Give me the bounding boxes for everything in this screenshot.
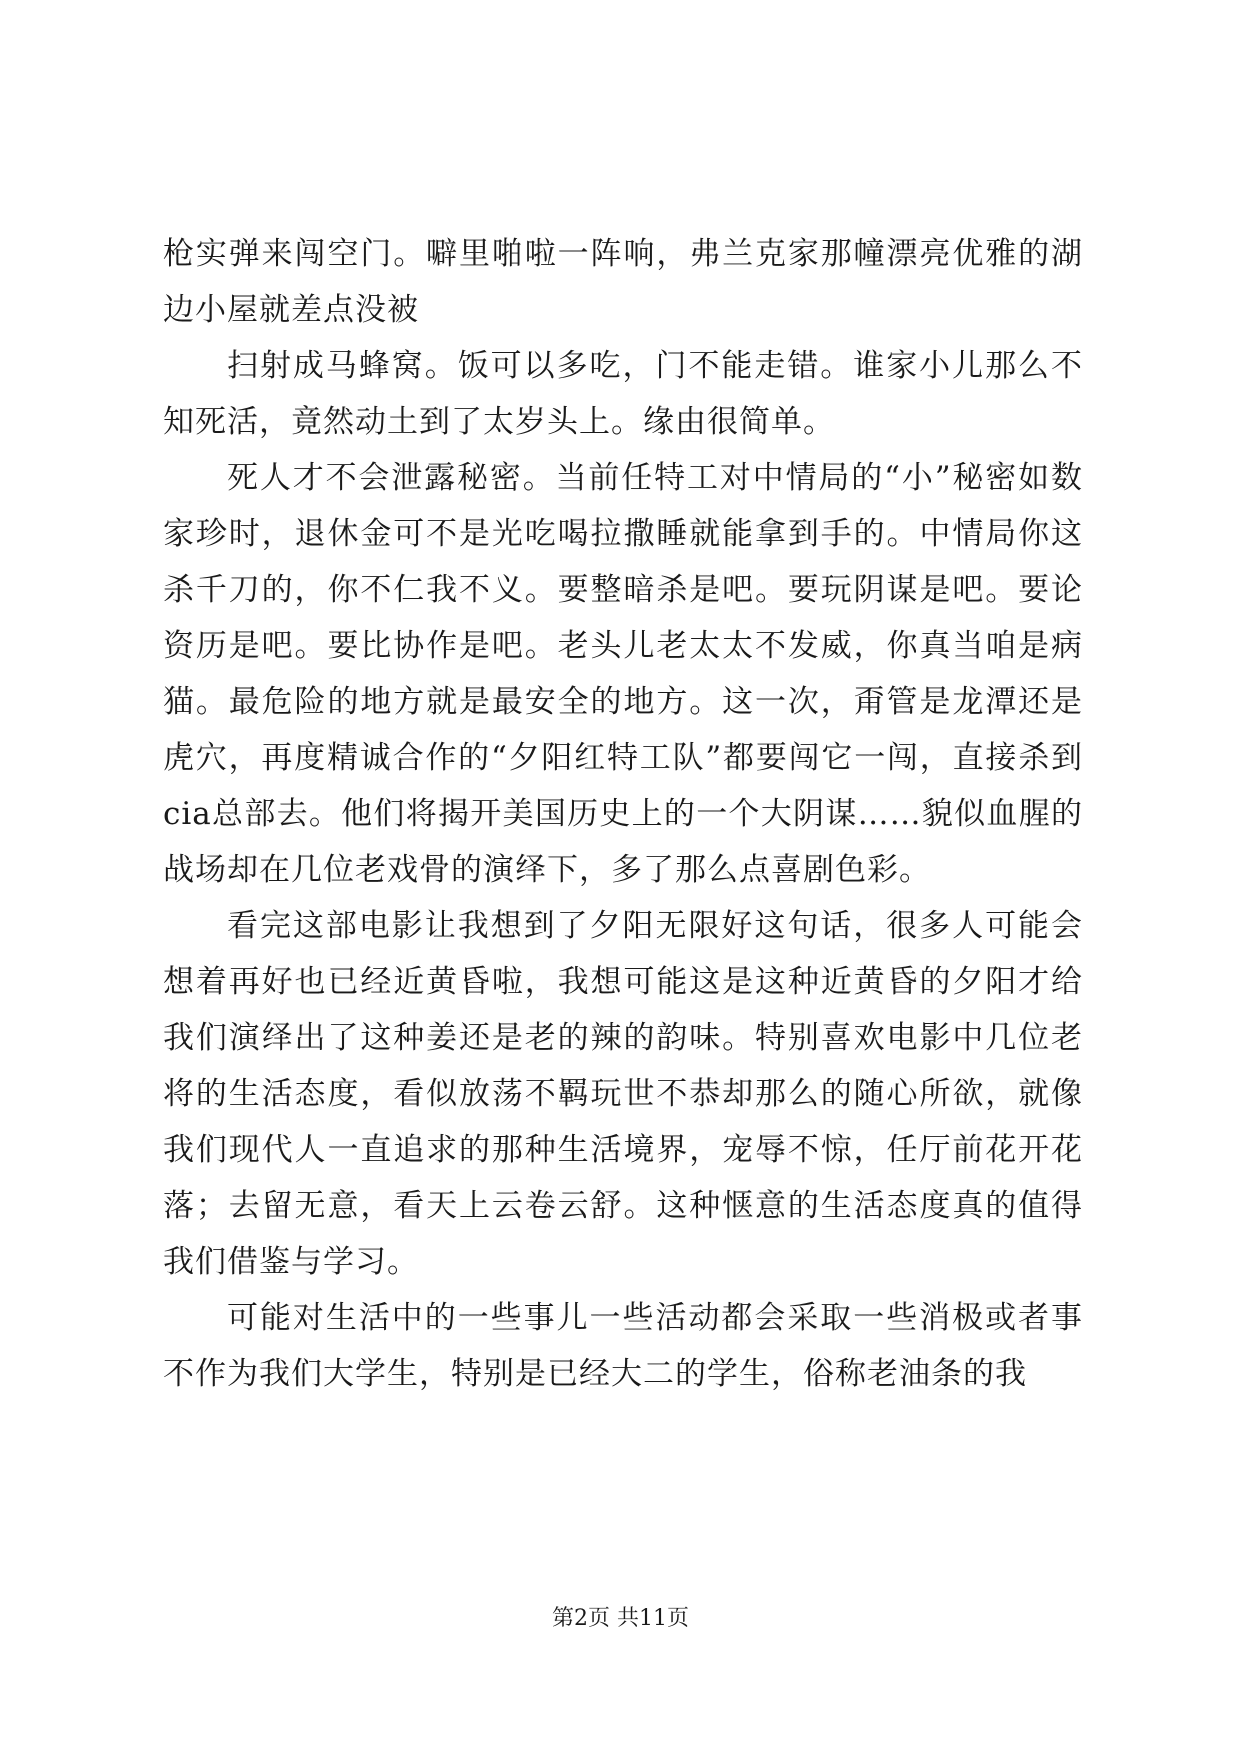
paragraph-3: 死人才不会泄露秘密。当前任特工对中情局的“小”秘密如数家珍时，退休金可不是光吃喝拉撒睡就能拿到手的。中情局你这杀千刀的，你不仁我不义。要整暗杀是吧。要玩阴谋是吧。要论资历是吧。要比协作是吧。老头儿老太太不发威，你真当咱是病猫。最危险的地方就是最安全的地方。这一次，甭管是龙潭还是虎穴，再度精诚合作的“夕阳红特工队”都要闯它一闯，直接杀到cia总部去。他们将揭开美国历史上的一个大阴谋……貌似血腥的战场却在几位老戏骨的演绎下，多了那么点喜剧色彩。: [163, 460, 1083, 888]
page-footer: 第2页 共11页: [552, 1606, 689, 1631]
paragraph-5: 可能对生活中的一些事儿一些活动都会采取一些消极或者事不作为我们大学生，特别是已经大二的学生，俗称老油条的我: [163, 1300, 1083, 1392]
paragraph-1: 枪实弹来闯空门。噼里啪啦一阵响，弗兰克家那幢漂亮优雅的湖边小屋就差点没被: [163, 236, 1083, 328]
paragraph-4: 看完这部电影让我想到了夕阳无限好这句话，很多人可能会想着再好也已经近黄昏啦，我想可能这是这种近黄昏的夕阳才给我们演绎出了这种姜还是老的辣的韵味。特别喜欢电影中几位老将的生活态度，看似放荡不羁玩世不恭却那么的随心所欲，就像我们现代人一直追求的那种生活境界，宠辱不惊，任厅前花开花落；去留无意，看天上云卷云舒。这种惬意的生活态度真的值得我们借鉴与学习。: [163, 908, 1083, 1280]
paragraph-2: 扫射成马蜂窝。饭可以多吃，门不能走错。谁家小儿那么不知死活，竟然动土到了太岁头上。缘由很简单。: [163, 348, 1083, 440]
document-body: [163, 226, 1083, 1402]
